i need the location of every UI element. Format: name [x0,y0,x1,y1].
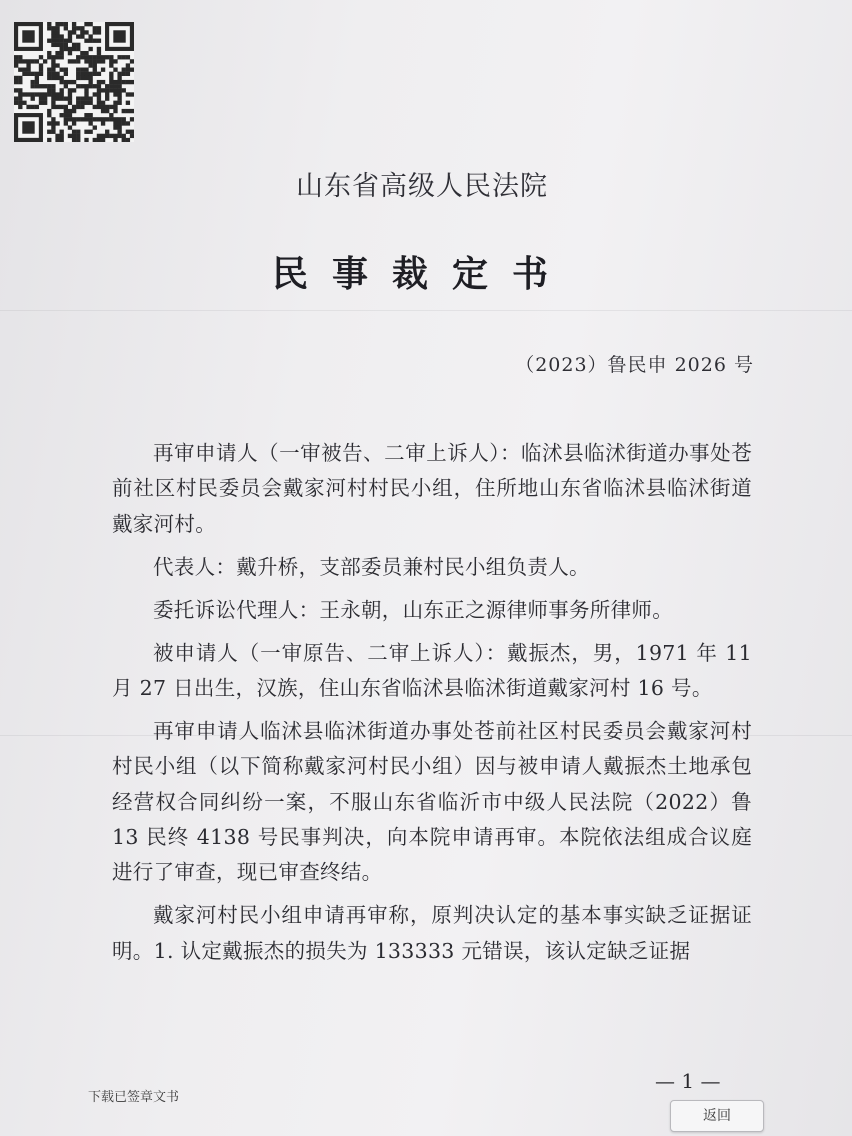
paragraph-case-summary: 再审申请人临沭县临沭街道办事处苍前社区村民委员会戴家河村村民小组（以下简称戴家河村民小组）因与被申请人戴振杰土地承包经营权合同纠纷一案，不服山东省临沂市中级人民法院（2022）鲁 13 民终 4138 号民事判决，向本院申请再审。本院依法组成合议庭进行了审查，现已审查终结。 [112,718,752,885]
qr-code [14,22,134,142]
document-title: 民事裁定书 [271,253,572,295]
case-number: （2023）鲁民申 2026 号 [515,354,754,376]
paragraph-respondent: 被申请人（一审原告、二审上诉人）：戴振杰，男，1971 年 11 月 27 日出生，汉族，住山东省临沭县临沭街道戴家河村 16 号。 [112,640,752,700]
download-signed-document-link[interactable]: 下载已签章文书 [88,1090,180,1105]
return-button[interactable]: 返回 [670,1100,764,1132]
court-name: 山东省高级人民法院 [296,171,548,202]
paper-fold-line [0,310,852,311]
qr-code-icon [14,22,134,142]
paragraph-representative: 代表人：戴升桥，支部委员兼村民小组负责人。 [153,554,590,579]
page-number: — 1 — [655,1069,721,1093]
document-body [112,436,752,977]
paragraph-agent: 委托诉讼代理人：王永朝，山东正之源律师事务所律师。 [153,597,673,622]
paragraph-applicant: 再审申请人（一审被告、二审上诉人）：临沭县临沭街道办事处苍前社区村民委员会戴家河村村民小组，住所地山东省临沭县临沭街道戴家河村。 [112,441,752,536]
paragraph-application-reasons: 戴家河村民小组申请再审称，原判决认定的基本事实缺乏证据证明。1. 认定戴振杰的损失为 133333 元错误，该认定缺乏证据 [112,903,752,963]
